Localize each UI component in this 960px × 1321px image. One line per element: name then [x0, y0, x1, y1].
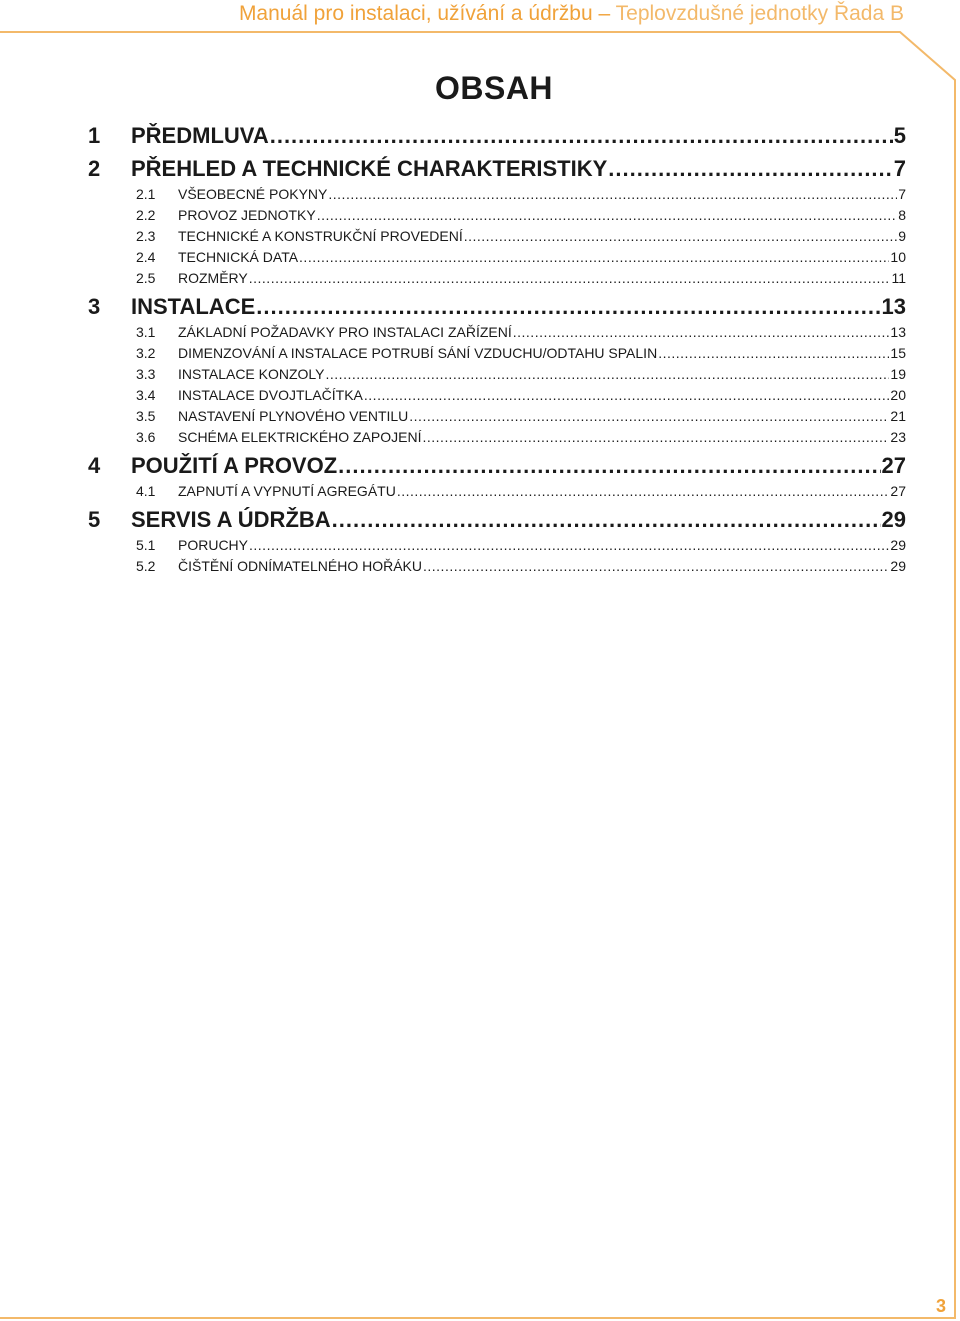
- toc-dot-leader: [299, 247, 889, 268]
- toc-entry-number: 4.1: [136, 483, 156, 499]
- toc-dot-leader: [423, 556, 889, 577]
- toc-entry-number: 2.5: [136, 270, 156, 286]
- toc-entry-label: PORUCHY: [178, 537, 249, 553]
- toc-entry-number: 3.2: [136, 345, 156, 361]
- toc-entry-label: VŠEOBECNÉ POKYNY: [178, 186, 328, 202]
- toc-entry-page: 20: [890, 387, 906, 403]
- table-of-contents: [88, 120, 906, 577]
- toc-dot-leader: [249, 268, 891, 289]
- toc-entry-number: 2: [88, 156, 101, 181]
- toc-section-entry[interactable]: [88, 247, 906, 268]
- toc-section-entry[interactable]: [88, 322, 906, 343]
- toc-entry-label: INSTALACE DVOJTLAČÍTKA: [178, 387, 363, 403]
- toc-entry-number: 2.4: [136, 249, 156, 265]
- toc-section-entry[interactable]: [88, 268, 906, 289]
- toc-chapter-entry[interactable]: [88, 120, 906, 151]
- toc-section-entry[interactable]: [88, 481, 906, 502]
- toc-entry-page: 19: [890, 366, 906, 382]
- toc-chapter-entry[interactable]: [88, 291, 906, 322]
- toc-entry-label: ČIŠTĚNÍ ODNÍMATELNÉHO HOŘÁKU: [178, 558, 422, 574]
- toc-dot-leader: [423, 427, 890, 448]
- toc-entry-label: SERVIS A ÚDRŽBA: [131, 507, 331, 532]
- toc-section-entry[interactable]: [88, 385, 906, 406]
- toc-entry-page: 15: [890, 345, 906, 361]
- toc-section-entry[interactable]: [88, 556, 906, 577]
- toc-entry-number: 2.2: [136, 207, 156, 223]
- toc-entry-number: 5: [88, 507, 101, 532]
- toc-dot-leader: [658, 343, 889, 364]
- toc-dot-leader: [364, 385, 890, 406]
- toc-entry-label: INSTALACE KONZOLY: [178, 366, 325, 382]
- toc-entry-number: 5.1: [136, 537, 156, 553]
- toc-section-entry[interactable]: [88, 406, 906, 427]
- toc-chapter-entry[interactable]: [88, 450, 906, 481]
- toc-entry-label: SCHÉMA ELEKTRICKÉHO ZAPOJENÍ: [178, 429, 422, 445]
- toc-entry-page: 27: [881, 453, 906, 478]
- toc-entry-label: PŘEHLED A TECHNICKÉ CHARAKTERISTIKY: [131, 156, 608, 181]
- toc-dot-leader: [513, 322, 890, 343]
- toc-entry-page: 9: [898, 228, 906, 244]
- toc-entry-page: 23: [890, 429, 906, 445]
- toc-entry-page: 21: [890, 408, 906, 424]
- toc-dot-leader: [317, 205, 898, 226]
- toc-dot-leader: [608, 153, 892, 184]
- toc-dot-leader: [326, 364, 890, 385]
- toc-entry-number: 1: [88, 123, 101, 148]
- page-number: 3: [935, 1296, 946, 1316]
- toc-entry-page: 11: [891, 270, 906, 286]
- header-product-name: Teplovzdušné jednotky Řada B: [615, 2, 904, 25]
- toc-entry-number: 5.2: [136, 558, 156, 574]
- toc-dot-leader: [332, 504, 881, 535]
- toc-entry-page: 13: [881, 294, 906, 319]
- toc-entry-page: 10: [890, 249, 906, 265]
- toc-entry-page: 5: [893, 123, 906, 148]
- toc-section-entry[interactable]: [88, 364, 906, 385]
- toc-dot-leader: [328, 184, 897, 205]
- header-separator: –: [598, 2, 611, 25]
- toc-entry-page: 29: [881, 507, 906, 532]
- toc-entry-label: DIMENZOVÁNÍ A INSTALACE POTRUBÍ SÁNÍ VZDUCHU/ODTAHU SPALIN: [178, 345, 658, 361]
- toc-dot-leader: [464, 226, 897, 247]
- toc-dot-leader: [249, 535, 889, 556]
- toc-dot-leader: [338, 450, 880, 481]
- toc-entry-page: 29: [890, 537, 906, 553]
- toc-entry-label: PROVOZ JEDNOTKY: [178, 207, 316, 223]
- toc-section-entry[interactable]: [88, 184, 906, 205]
- toc-entry-number: 2.1: [136, 186, 156, 202]
- toc-section-entry[interactable]: [88, 535, 906, 556]
- toc-entry-number: 2.3: [136, 228, 156, 244]
- toc-entry-number: 3.6: [136, 429, 156, 445]
- toc-entry-number: 3.4: [136, 387, 156, 403]
- running-header: [239, 2, 904, 26]
- toc-section-entry[interactable]: [88, 205, 906, 226]
- toc-dot-leader: [409, 406, 889, 427]
- toc-entry-page: 13: [890, 324, 906, 340]
- toc-entry-label: INSTALACE: [131, 294, 256, 319]
- toc-entry-label: ROZMĚRY: [178, 270, 248, 286]
- toc-entry-page: 27: [890, 483, 906, 499]
- toc-section-entry[interactable]: [88, 427, 906, 448]
- toc-entry-number: 3.3: [136, 366, 156, 382]
- toc-entry-number: 3.1: [136, 324, 156, 340]
- toc-chapter-entry[interactable]: [88, 504, 906, 535]
- toc-entry-label: NASTAVENÍ PLYNOVÉHO VENTILU: [178, 408, 409, 424]
- toc-entry-label: ZAPNUTÍ A VYPNUTÍ AGREGÁTU: [178, 483, 396, 499]
- toc-dot-leader: [270, 120, 893, 151]
- toc-entry-label: POUŽITÍ A PROVOZ: [131, 453, 338, 478]
- toc-entry-number: 3: [88, 294, 101, 319]
- toc-entry-number: 3.5: [136, 408, 156, 424]
- toc-entry-label: TECHNICKÉ A KONSTRUKČNÍ PROVEDENÍ: [178, 228, 463, 244]
- page-title: OBSAH: [434, 70, 554, 106]
- toc-entry-page: 7: [893, 156, 906, 181]
- toc-chapter-entry[interactable]: [88, 153, 906, 184]
- toc-entry-label: PŘEDMLUVA: [131, 123, 269, 148]
- toc-entry-label: ZÁKLADNÍ POŽADAVKY PRO INSTALACI ZAŘÍZENÍ: [178, 324, 512, 340]
- toc-entry-number: 4: [88, 453, 101, 478]
- toc-entry-page: 29: [890, 558, 906, 574]
- toc-section-entry[interactable]: [88, 343, 906, 364]
- toc-entry-page: 8: [898, 207, 906, 223]
- header-manual-title: Manuál pro instalaci, užívání a údržbu: [238, 2, 593, 25]
- toc-section-entry[interactable]: [88, 226, 906, 247]
- toc-dot-leader: [397, 481, 890, 502]
- toc-dot-leader: [256, 291, 880, 322]
- toc-entry-label: TECHNICKÁ DATA: [178, 249, 299, 265]
- toc-entry-page: 7: [898, 186, 906, 202]
